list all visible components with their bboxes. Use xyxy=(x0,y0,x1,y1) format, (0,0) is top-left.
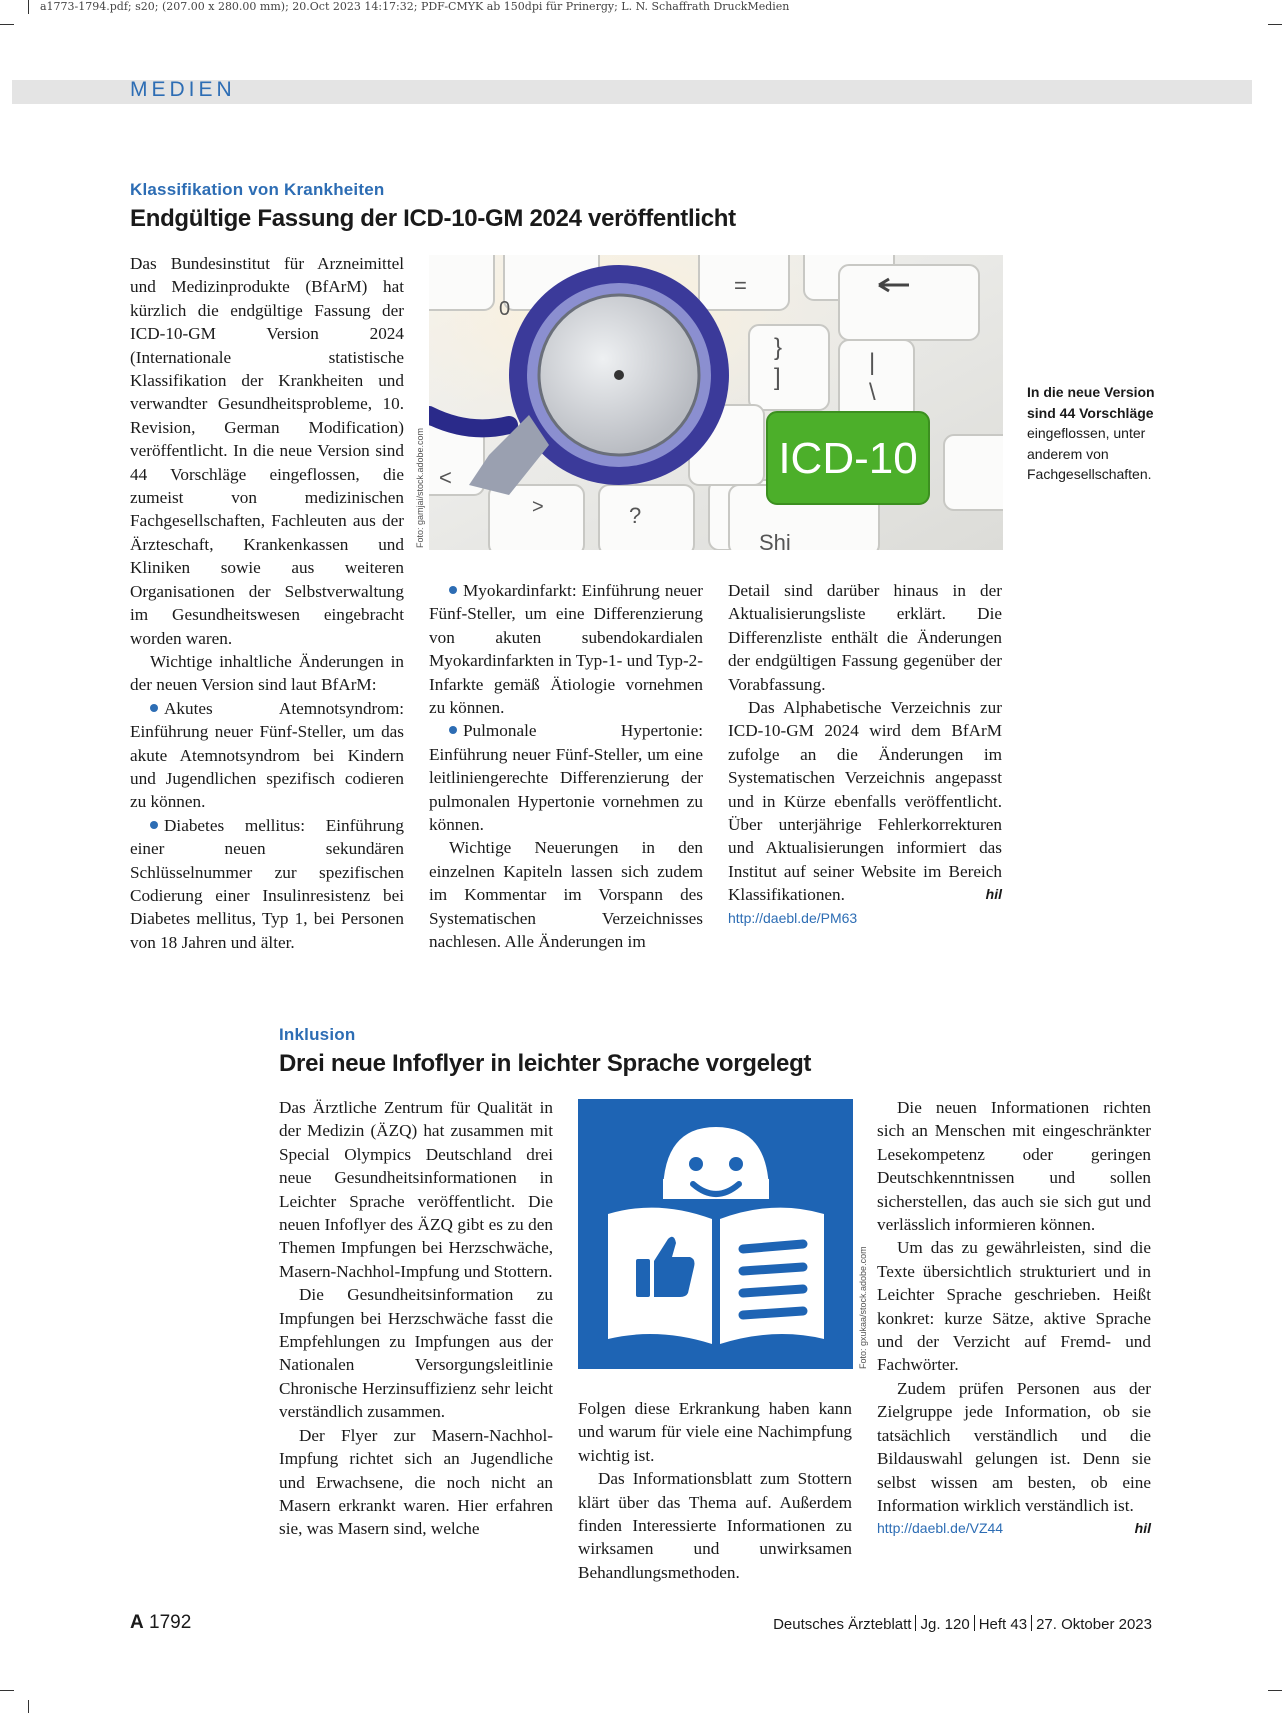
crop-mark xyxy=(28,1700,29,1713)
author-signature: hil xyxy=(985,886,1002,903)
article1-headline: Endgültige Fassung der ICD-10-GM 2024 veröffentlicht xyxy=(130,205,736,232)
article2-kicker: Inklusion xyxy=(279,1025,356,1044)
article2-headline: Drei neue Infoflyer in leichter Sprache vorgelegt xyxy=(279,1050,812,1077)
divider xyxy=(974,1615,975,1631)
stethoscope-keyboard-image xyxy=(429,255,1003,550)
author-signature: hil xyxy=(1134,1520,1151,1537)
svg-text:Shi: Shi xyxy=(759,530,791,550)
svg-text:?: ? xyxy=(629,503,642,528)
article1-column-2 xyxy=(429,579,703,954)
paragraph: Die neuen Informationen richten sich an Menschen mit eingeschränkter Lesekompetenz oder geringen Deutschkenntnissen und sollen sicherstellen, das auch sie sich gut und verlässlich informieren können. xyxy=(877,1098,1151,1235)
caption-text: eingeflossen, unter anderem von Fachgesellschaften. xyxy=(1027,425,1152,482)
paragraph: Das Alphabetische Verzeichnis zur ICD-10-GM 2024 wird dem BfArM zufolge an die Änderungen im Systematischen Verzeichnis angepasst und in Kürze ebenfalls veröffentlicht. Über unterjährige Fehlerkorrekturen und Aktualisierungen informiert das Institut auf seiner Website im Bereich Klassifikationen. hil xyxy=(728,696,1002,907)
svg-text:>: > xyxy=(532,496,544,518)
journal-name: Deutsches Ärzteblatt xyxy=(773,1616,912,1633)
paragraph: Das Informationsblatt zum Stottern klärt über das Thema auf. Außerdem finden Interessierte Informationen zu wirksamen und unwirksamen Behandlungsmethoden. xyxy=(578,1469,852,1582)
svg-text:|: | xyxy=(869,349,876,376)
paragraph: Detail sind darüber hinaus in der Aktualisierungsliste erklärt. Die Differenzliste enthält die Änderungen der endgültigen Fassung gegenüber der Vorabfassung. xyxy=(728,581,1002,694)
svg-text:=: = xyxy=(734,273,747,298)
reading-person-icon xyxy=(578,1099,853,1369)
photo-credit: Foto: gxukaa/stock.adobe.com xyxy=(858,1246,868,1369)
section-label: MEDIEN xyxy=(130,78,236,101)
divider xyxy=(1031,1615,1032,1631)
bullet-item: Diabetes mellitus: Einführung einer neuen sekundären Schlüsselnummer zur spezifischen Codierung einer Insulinresistenz bei Diabetes mellitus, Typ 1, bei Personen von 18 Jahren und älter. xyxy=(130,815,404,952)
article1-kicker: Klassifikation von Krankheiten xyxy=(130,180,385,199)
paragraph: Der Flyer zur Masern-Nachhol-Impfung richtet sich an Jugendliche und Erwachsene, die noch nicht an Masern erkrankt waren. Hier erfahren sie, was Masern sind, welche xyxy=(279,1425,553,1539)
icd10-photo xyxy=(429,255,1003,550)
icd10-key-label: ICD-10 xyxy=(778,434,918,483)
paragraph: Wichtige Neuerungen in den einzelnen Kapiteln lassen sich zudem im Kommentar im Vorspann des Systematischen Verzeichnisses nachlesen. Alle Änderungen im xyxy=(429,838,703,952)
print-info: a1773-1794.pdf; s20; (207.00 x 280.00 mm); 20.Oct 2023 14:17:32; PDF-CMYK ab 150dpi für Prinergy; L. N. Schaffrath DruckMedien xyxy=(40,0,790,13)
article1-caption xyxy=(1027,382,1157,485)
page-number: A 1792 xyxy=(130,1612,192,1633)
bullet-item: Akutes Atemnotsyndrom: Einführung neuer Fünf-Steller, um das akute Atemnotsyndrom bei Kindern und Jugendlichen spezifisch codieren zu können. xyxy=(130,698,404,812)
crop-mark xyxy=(0,24,14,25)
bullet-icon xyxy=(150,821,158,829)
article2-link[interactable]: http://daebl.de/VZ44 xyxy=(877,1520,1004,1537)
journal-footer xyxy=(773,1615,1152,1633)
bullet-item: Myokardinfarkt: Einführung neuer Fünf-Steller, um eine Differenzierung von akuten subendokardialen Myokardinfarkten in Typ-1- und Typ-2-Infarkte gemäß Ätiologie vornehmen zu können. xyxy=(429,581,703,718)
divider xyxy=(915,1615,916,1631)
issue: Heft 43 xyxy=(978,1616,1028,1633)
svg-text:<: < xyxy=(439,465,452,490)
bullet-icon xyxy=(449,586,457,594)
article2-column-3 xyxy=(877,1096,1151,1541)
svg-text:}: } xyxy=(774,334,783,361)
paragraph: Zudem prüfen Personen aus der Zielgruppe jede Information, ob sie tatsächlich verständlich und die Bildauswahl gelungen ist. Denn sie selbst wissen am besten, ob eine Information wirklich verständlich ist. hil xyxy=(877,1377,1151,1517)
crop-mark xyxy=(0,1690,14,1691)
crop-mark xyxy=(1268,1690,1282,1691)
svg-text:]: ] xyxy=(774,364,781,391)
bullet-icon xyxy=(449,726,457,734)
crop-mark xyxy=(28,0,29,14)
svg-text:\: \ xyxy=(869,379,876,406)
volume: Jg. 120 xyxy=(920,1616,970,1633)
paragraph: Das Ärztliche Zentrum für Qualität in der Medizin (ÄZQ) hat zusammen mit Special Olympics Deutschland drei neue Gesundheitsinformationen in Leichter Sprache veröffentlicht. Die neuen Infoflyer des ÄZQ gibt es zu den Themen Impfungen bei Herzschwäche, Masern-Nachhol-Impfung und Stottern. xyxy=(279,1098,553,1281)
article2-column-2 xyxy=(578,1397,852,1584)
paragraph: Die Gesundheitsinformation zu Impfungen bei Herzschwäche fasst die Empfehlungen zu Impfungen aus der Nationalen Versorgungsleitlinie Chronische Herzinsuffizienz sehr leicht verständlich zusammen. xyxy=(279,1285,553,1422)
article1-link[interactable]: http://daebl.de/PM63 xyxy=(728,909,858,926)
article2-column-1 xyxy=(279,1096,553,1541)
paragraph: Folgen diese Erkrankung haben kann und warum für viele eine Nachimpfung wichtig ist. xyxy=(578,1399,852,1465)
paragraph: Das Bundesinstitut für Arzneimittel und Medizinprodukte (BfArM) hat kürzlich die endgültige Fassung der ICD-10-GM Version 2024 (Internationale statistische Klassifikation der Krankheiten und verwandter Gesundheitsprobleme, 10. Revision, German Modification) veröffentlicht. In die neue Version sind 44 Vorschläge eingeflossen, die zumeist von medizinischen Fachgesellschaften, Fachleuten aus der Ärzteschaft, Krankenkassen und Kliniken sowie aus weiteren Organisationen der Selbstverwaltung im Gesundheitswesen eingebracht worden waren. xyxy=(130,254,404,648)
article1-column-1 xyxy=(130,252,404,954)
paragraph: Wichtige inhaltliche Änderungen in der neuen Version sind laut BfArM: xyxy=(130,651,404,695)
svg-text:0: 0 xyxy=(499,298,511,320)
caption-bold: In die neue Version sind 44 Vorschläge xyxy=(1027,384,1155,421)
article1-column-3 xyxy=(728,579,1002,930)
photo-credit: Foto: gamjai/stock.adobe.com xyxy=(415,427,425,548)
issue-date: 27. Oktober 2023 xyxy=(1036,1616,1152,1633)
crop-mark xyxy=(1268,24,1282,25)
bullet-item: Pulmonale Hypertonie: Einführung neuer Fünf-Steller, um eine leitliniengerechte Differenzierung der pulmonalen Hypertonie vornehmen zu können. xyxy=(429,721,703,835)
easy-language-image xyxy=(578,1099,853,1369)
paragraph: Um das zu gewährleisten, sind die Texte übersichtlich strukturiert und in Leichter Sprache geschrieben. Heißt konkret: kurze Sätze, aktive Sprache und der Verzicht auf Fremd- und Fachwörter. xyxy=(877,1238,1151,1375)
bullet-icon xyxy=(150,704,158,712)
